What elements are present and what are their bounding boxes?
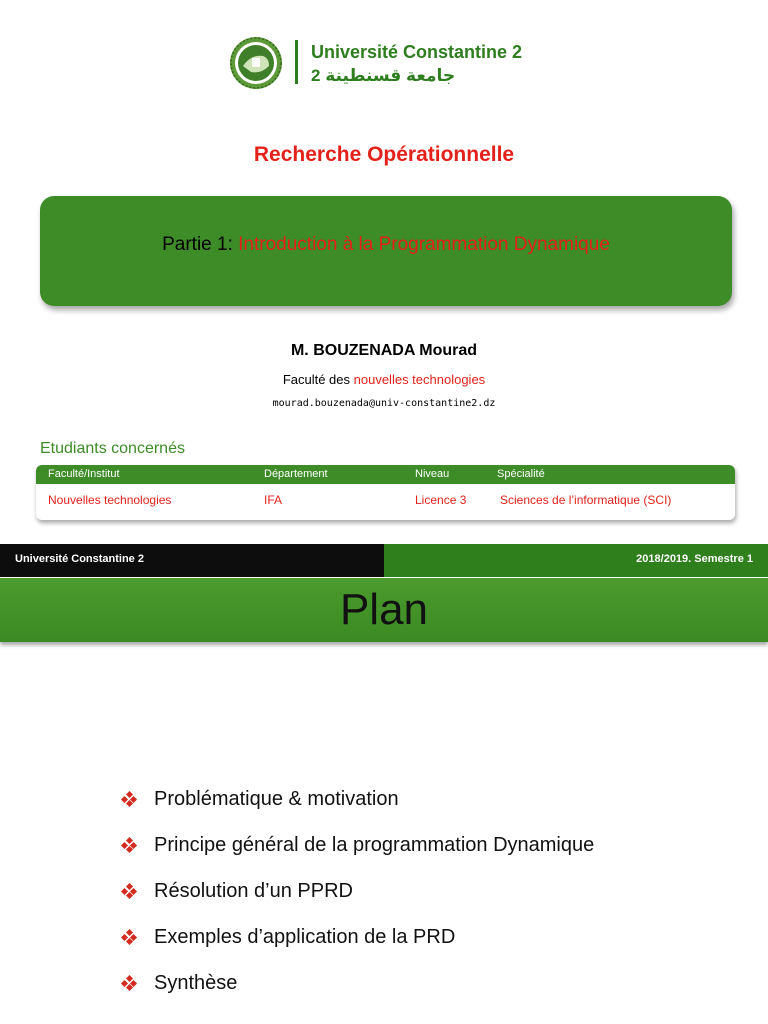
list-item [122, 960, 594, 1006]
faculty-prefix: Faculté des [282, 372, 354, 387]
table-header-row [36, 465, 735, 484]
diamond-bullet-icon [122, 976, 136, 990]
list-item-text: Synthèse [154, 971, 238, 994]
table-row [36, 484, 735, 520]
author-faculty [0, 372, 768, 387]
students-label: Etudiants concernés [40, 440, 185, 457]
footer-university: Université Constantine 2 [15, 553, 144, 565]
course-title: Recherche Opérationnelle [253, 143, 515, 166]
diamond-bullet-icon [122, 838, 136, 852]
list-item-text: Principe général de la programmation Dynamique [154, 833, 595, 856]
list-item [122, 822, 594, 868]
part-title: Introduction à la Programmation Dynamique [238, 234, 610, 255]
plan-list [122, 776, 594, 1006]
header-level: Niveau [415, 468, 450, 480]
author-email: mourad.bouzenada@univ-constantine2.dz [272, 398, 496, 409]
footer-year: 2018/2019. Semestre 1 [636, 553, 753, 565]
students-table [36, 465, 735, 520]
list-item-text: Exemples d’application de la PRD [154, 925, 456, 948]
part-heading [162, 234, 610, 256]
diamond-bullet-icon [122, 930, 136, 944]
list-item-text: Problématique & motivation [154, 787, 399, 810]
plan-title: Plan [339, 585, 429, 634]
university-logo [229, 36, 549, 92]
university-name-fr: Université Constantine 2 [311, 42, 523, 62]
cell-faculty: Nouvelles technologies [48, 493, 172, 507]
list-item [122, 914, 594, 960]
author-name: M. BOUZENADA Mourad [290, 342, 478, 359]
cell-specialty: Sciences de l’informatique (SCI) [500, 493, 672, 507]
logo-divider [295, 40, 298, 84]
list-item-text: Résolution d’un PPRD [154, 879, 353, 902]
list-item [122, 776, 594, 822]
diamond-bullet-icon [122, 884, 136, 898]
cell-level: Licence 3 [415, 493, 467, 507]
cell-department: IFA [264, 493, 283, 507]
faculty-name: nouvelles technologies [353, 372, 486, 387]
university-name-ar: جامعة قسنطينة 2 [311, 66, 456, 85]
part-prefix: Partie 1: [162, 234, 239, 255]
header-department: Département [264, 468, 328, 480]
header-specialty: Spécialité [497, 468, 545, 480]
header-faculty: Faculté/Institut [48, 468, 120, 480]
list-item [122, 868, 594, 914]
university-seal-icon [229, 36, 283, 90]
part-banner [40, 196, 732, 306]
diamond-bullet-icon [122, 792, 136, 806]
